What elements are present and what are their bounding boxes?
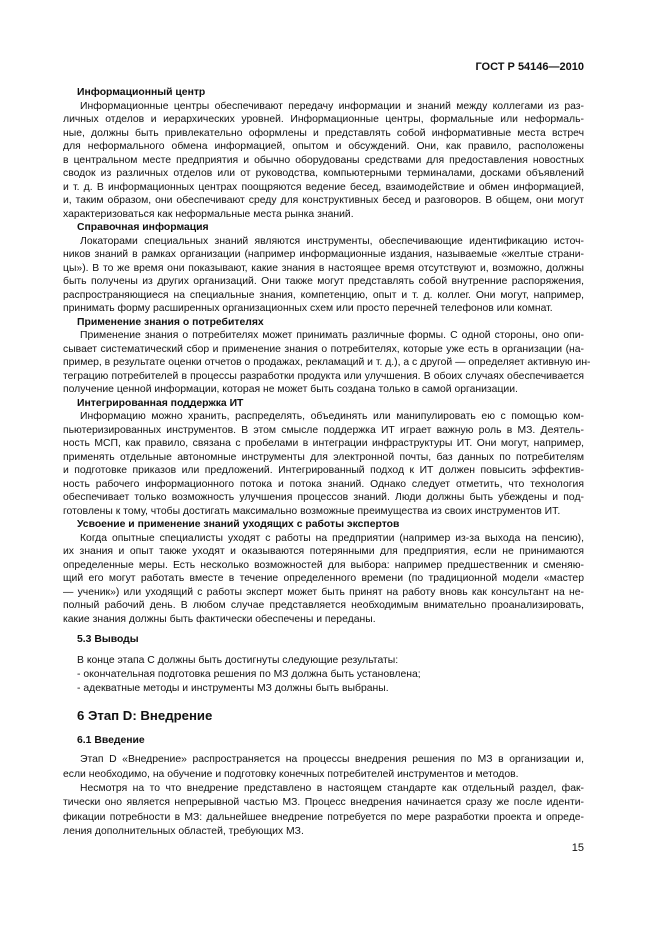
section-heading — [63, 633, 584, 647]
text-line: В конце этапа С должны быть достигнуты следующие результаты: — [77, 654, 399, 666]
text-line: и т. д. В информационных центрах поощряются ведение бесед, взаимодействие и обмен информацией, — [63, 181, 584, 193]
subheading — [63, 86, 584, 100]
text-line: применять отдельные автономные инструменты для электронной почты, баз данных по потребителям — [63, 451, 584, 463]
subheading — [63, 316, 584, 330]
text-line: если необходимо, на обучение и подготовку конечных потребителей инструментов и методов. — [63, 768, 519, 780]
text-line: определенные меры. Есть несколько возможностей для выбора: например предшественник и сменяю- — [63, 559, 584, 571]
text-line: 6.1 Введение — [77, 734, 145, 746]
paragraph — [63, 235, 584, 316]
text-line: быть получены из других организаций. Они также могут представлять собой внутренние распоряжения, — [63, 276, 584, 287]
text-line: ность рабочего информационного потока и потока знаний. Однако следует отметить, что технология — [63, 478, 584, 490]
paragraph — [63, 410, 584, 518]
paragraph — [63, 100, 584, 222]
text-line: распространяющиеся на специальные знания, компетенцию, опыт и т. д. коллег. Они могут, например, — [63, 289, 584, 301]
paragraph — [63, 532, 584, 627]
text-line: сводок из различных отделов или от руководства, компьютерными терминалами, досками объявлений — [63, 168, 584, 179]
text-line: Информационные центры обеспечивают передачу информации и знаний между коллегами из раз- — [80, 100, 584, 112]
text-line: сывает систематический сбор и применение знания о потребителях, которые уже есть в организации (на- — [63, 343, 584, 355]
page-number: 15 — [571, 842, 584, 854]
text-line: Несмотря на то что внедрение представлено в настоящем стандарте как отдельный раздел, фак- — [80, 782, 584, 794]
paragraph — [63, 329, 591, 397]
text-line: пример, в результате оценки отчетов о продажах, рекламаций и т. д.), а с другой — определяет активную ин- — [63, 357, 591, 368]
text-line: 5.3 Выводы — [77, 634, 139, 645]
document-body — [63, 86, 591, 840]
text-line: 6 Этап D: Внедрение — [77, 707, 213, 723]
paragraph — [63, 753, 584, 782]
text-line: пьютеризированных инструментов. В этом смысле поддержка ИТ играет важную роль в МЗ. Деятель- — [63, 424, 584, 436]
text-line: Применение знания о потребителях может принимать различные формы. С одной стороны, оно опи- — [80, 330, 584, 341]
text-line: и, таким образом, они обеспечивают среду для конструктивных бесед и разговоров. В общем, они могут — [63, 195, 584, 206]
text-line: Справочная информация — [77, 222, 209, 233]
document-header-standard-id: ГОСТ Р 54146—2010 — [475, 61, 584, 73]
text-line: Этап D «Внедрение» распространяется на процессы внедрения решения по МЗ в организации и, — [80, 754, 584, 766]
text-line: Применение знания о потребителях — [77, 316, 264, 328]
text-line: в центральном месте предприятия и обычно оборудованы средствами для предоставления новостных — [63, 154, 584, 166]
text-line: - адекватные методы и инструменты МЗ должны быть выбраны. — [77, 683, 389, 695]
subheading — [63, 518, 584, 532]
subheading — [63, 221, 584, 235]
text-line: Когда опытные специалисты уходят с работы на предприятии (например из-за выхода на пенсию), — [80, 532, 584, 544]
text-line: характеризоваться как неформальные места рынка знаний. — [63, 208, 354, 220]
text-line: полный рабочий день. В любом случае представляется необходимым внимательно проанализировать, — [63, 600, 584, 611]
chapter-heading — [63, 708, 584, 724]
text-line: ления дополнительных областей, требующих МЗ. — [63, 826, 304, 838]
text-line: ников знаний в рамках организации (например информационные издания, называемые «желтые страни- — [63, 249, 584, 260]
text-line: принимать форму расширенных организационных схем или просто перечней телефонов или комнат. — [63, 303, 553, 314]
text-line: какие знания должны быть фактически обеспечены и переданы. — [63, 613, 376, 625]
text-line: тически оно является непрерывной частью МЗ. Процесс внедрения начинается сразу же после иденти- — [63, 797, 584, 809]
text-line: и подготовке приказов или предложений. Интегрированный подход к ИТ должен повысить эффектив- — [63, 465, 584, 476]
text-line: ные, должны быть привлекательно оформлены и представлять собой информативные места встреч — [63, 127, 584, 139]
text-line: Усвоение и применение знаний уходящих с работы экспертов — [77, 519, 400, 530]
text-line: Локаторами специальных знаний являются инструменты, обеспечивающие идентификацию источ- — [80, 235, 584, 247]
text-line: теграцию потребителей в процессы разработки продукта или улучшения. В обоих случаях обеспечивается — [63, 370, 584, 382]
text-line: Информацию можно хранить, распределять, объединять или манипулировать ею с помощью ком- — [80, 411, 584, 422]
paragraph — [63, 782, 584, 840]
text-line: - окончательная подготовка решения по МЗ должна быть установлена; — [77, 668, 421, 680]
text-line: получение ценной информации, которая не может быть создана только в самой организации. — [63, 384, 518, 395]
text-line: — ученик») или уходящий с работы эксперт может быть принят на работу вновь как консультант на не- — [63, 586, 584, 598]
text-line: Информационный центр — [77, 87, 206, 98]
subheading — [63, 397, 584, 411]
text-line: для неформального обмена информацией, опытом и обсуждений. Они, как правило, расположены — [63, 141, 584, 152]
text-line: фикации потребности в МЗ: дальнейшее внедрение потребуется по мере разработки проекта и опреде- — [63, 811, 584, 823]
text-line: щий его могут работать вместе в течение определенного времени (по традиционной модели «мастер — [63, 573, 584, 584]
text-line: их знания и опыт также уходят и оказываются потерянными для предприятия, если не принимаются — [63, 546, 584, 557]
list-block — [63, 654, 584, 697]
text-line: обеспечивает только возможность улучшения процессов знаний. Люди должны быть убеждены и под- — [63, 492, 584, 503]
text-line: личных отделов и иерархических уровней. Информационные центры, формальные или неформаль- — [63, 114, 584, 125]
text-line: готовлены к тому, чтобы достигать максимально возможные преимущества из своих инструментов ИТ. — [63, 505, 561, 517]
section-heading — [63, 734, 584, 748]
text-line: ность МСП, как правило, связана с пробелами в интеграции инфраструктуры ИТ. Они могут, например, — [63, 438, 584, 449]
text-line: цы»). В то же время они показывают, какие знания в настоящее время отсутствуют и, возможно, должны — [63, 262, 584, 274]
text-line: Интегрированная поддержка ИТ — [77, 397, 244, 409]
